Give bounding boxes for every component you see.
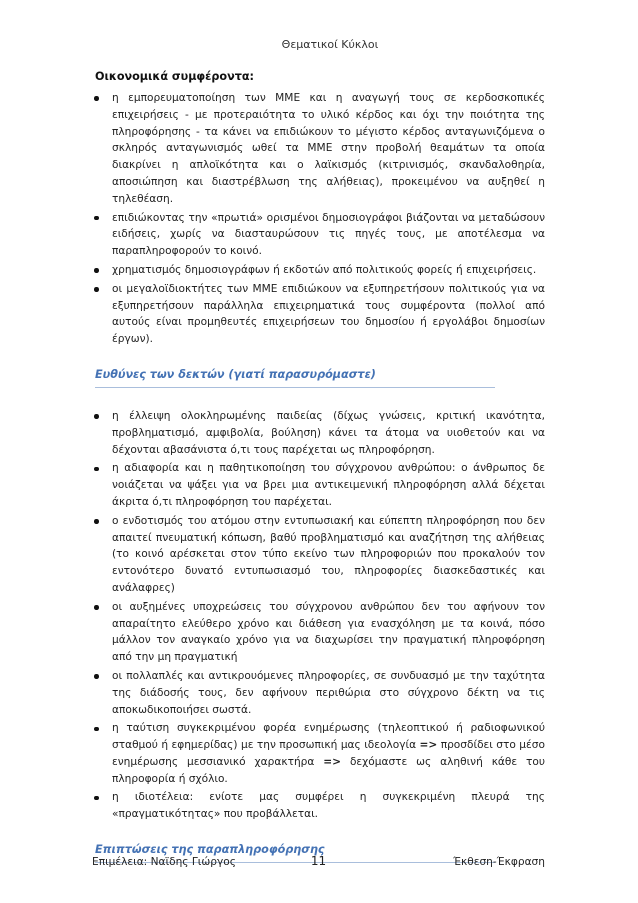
bullet-icon	[94, 674, 99, 679]
bullet-icon	[94, 287, 99, 292]
receiver-responsibilities-list	[92, 408, 545, 823]
bullet-icon	[94, 605, 99, 610]
bullet-icon	[94, 216, 99, 221]
list-item-text: η αδιαφορία και η παθητικοποίηση του σύγχρονου ανθρώπου: ο άνθρωπος δε νοιάζεται να ψάξει για να βρει μια αντικειμενική πληροφόρηση αλλά δέχεται άκριτα ό,τι πληροφόρηση του παρέχεται.	[112, 462, 545, 508]
implication-arrow: =>	[419, 739, 438, 752]
list-item	[92, 281, 545, 348]
footer-subject: Έκθεση-Έκφραση	[453, 856, 545, 868]
list-item-text: επιδιώκοντας την «πρωτιά» ορισμένοι δημοσιογράφοι βιάζονται να μεταδώσουν ειδήσεις, χωρίς να διασταυρώσουν τις πηγές τους, με αποτέλεσμα να παραπληροφορούν το κοινό.	[112, 211, 545, 258]
section-heading-receiver-responsibilities: Ευθύνες των δεκτών (γιατί παρασυρόμαστε)	[95, 366, 495, 388]
list-item	[92, 460, 545, 510]
bullet-icon	[94, 796, 99, 801]
section-heading-economic-interests: Οικονομικά συμφέροντα:	[95, 70, 255, 83]
page-footer	[92, 853, 545, 870]
list-item-text: η ιδιοτέλεια: ενίοτε μας συμφέρει η συγκεκριμένη πλευρά της «πραγματικότητας» που προβάλλεται.	[112, 791, 545, 821]
list-item	[92, 513, 545, 597]
list-item	[92, 262, 545, 279]
list-item	[92, 599, 545, 666]
list-item-text: οι πολλαπλές και αντικρουόμενες πληροφορίες, σε συνδυασμό με την ταχύτητα της διάδοσής τους, δεν αφήνουν περιθώρια στο σύγχρονο δέκτη να τις αποκωδικοποιήσει σωστά.	[112, 669, 545, 716]
bullet-icon	[94, 519, 99, 524]
list-item-text-part: η ταύτιση συγκεκριμένου φορέα ενημέρωσης (τηλεοπτικού ή ραδιοφωνικού σταθμού ή εφημερίδας) με την προσωπική μας ιδεολογία	[112, 722, 545, 752]
page-header-title: Θεματικοί Κύκλοι	[281, 38, 379, 51]
page-content	[92, 68, 545, 863]
list-item-text-part: δεχόμαστε ως αληθινή κάθε του πληροφορία ή σχόλιο.	[112, 755, 545, 785]
list-item	[92, 789, 545, 823]
bullet-icon	[94, 414, 99, 419]
list-item-text-part: προσδίδει στο μέσο ενημέρωσης μεσσιανικό χαρακτήρα	[112, 739, 545, 768]
bullet-icon	[94, 467, 99, 472]
list-item-text: οι μεγαλοϊδιοκτήτες των ΜΜΕ επιδιώκουν να εξυπηρετήσουν πολιτικούς για να εξυπηρετήσουν παράλληλα επιχειρηματικά τους συμφέροντα (πολλοί από αυτούς είναι προμηθευτές επιχειρήσεων του δημοσίου ή εργολάβοι δημοσίων έργων).	[112, 282, 545, 346]
list-item-text: η εμπορευματοποίηση των ΜΜΕ και η αναγωγή τους σε κερδοσκοπικές επιχειρήσεις - με προτεραιότητα το υλικό κέρδος και όχι την ποιότητα της πληροφόρησης - τα κάνει να επιδιώκουν το μέγιστο κέρδος ανταγωνιζόμενα ο σκληρός ανταγωνισμός ωθεί τα ΜΜΕ στην προβολή θεαμάτων τα οποία διακρίνει η απλοϊκότητα και ο λαϊκισμός (κιτρινισμός, σκανδαλοθηρία, αποσιώπηση και διαστρέβλωση της αλήθειας), προκειμένου να αυξηθεί η τηλεθέαση.	[112, 92, 545, 205]
list-item-text: ο ενδοτισμός του ατόμου στην εντυπωσιακή και εύπεπτη πληροφόρηση που δεν απαιτεί πνευματική κόπωση, βαθύ προβληματισμό και αναζήτηση της αλήθειας (το κοινό αρέσκεται στον τύπο εκείνο των πληροφοριών που προκαλούν τον εντονότερο δυνατό εντυπωσιασμό του, πληροφορίες διασκεδαστικές και ανάλαφρες)	[112, 514, 545, 594]
section-heading-misinformation-effects: Επιπτώσεις της παραπληροφόρησης	[95, 841, 495, 863]
list-item	[92, 720, 545, 787]
list-item	[92, 408, 545, 458]
list-item	[92, 668, 545, 718]
implication-arrow: =>	[323, 755, 342, 768]
list-item	[92, 210, 545, 260]
list-item-text: χρηματισμός δημοσιογράφων ή εκδοτών από πολιτικούς φορείς ή επιχειρήσεις.	[112, 263, 537, 276]
economic-interests-list	[92, 90, 545, 348]
list-item-text: η έλλειψη ολοκληρωμένης παιδείας (δίχως γνώσεις, κριτική ικανότητα, προβληματισμό, αμφιβολία, βούληση) κάνει τα άτομα να υιοθετούν και να δέχονται αβασάνιστα ό,τι τους παρέχεται ως πληροφόρηση.	[112, 409, 545, 456]
footer-editor: Επιμέλεια: Ναϊδης Γιώργος	[92, 856, 236, 868]
list-item	[92, 90, 545, 208]
page-number: 11	[310, 854, 327, 868]
bullet-icon	[94, 96, 99, 101]
bullet-icon	[94, 268, 99, 273]
bullet-icon	[94, 727, 99, 732]
list-item-text: οι αυξημένες υποχρεώσεις του σύγχρονου ανθρώπου δεν του αφήνουν τον απαραίτητο ελεύθερο χρόνο και διάθεση για ενασχόληση με τα κοινά, πόσο μάλλον τον αναγκαίο χρόνο για να διαχωρίσει την πραγματική πληροφόρηση από την μη πραγματική	[112, 600, 545, 664]
